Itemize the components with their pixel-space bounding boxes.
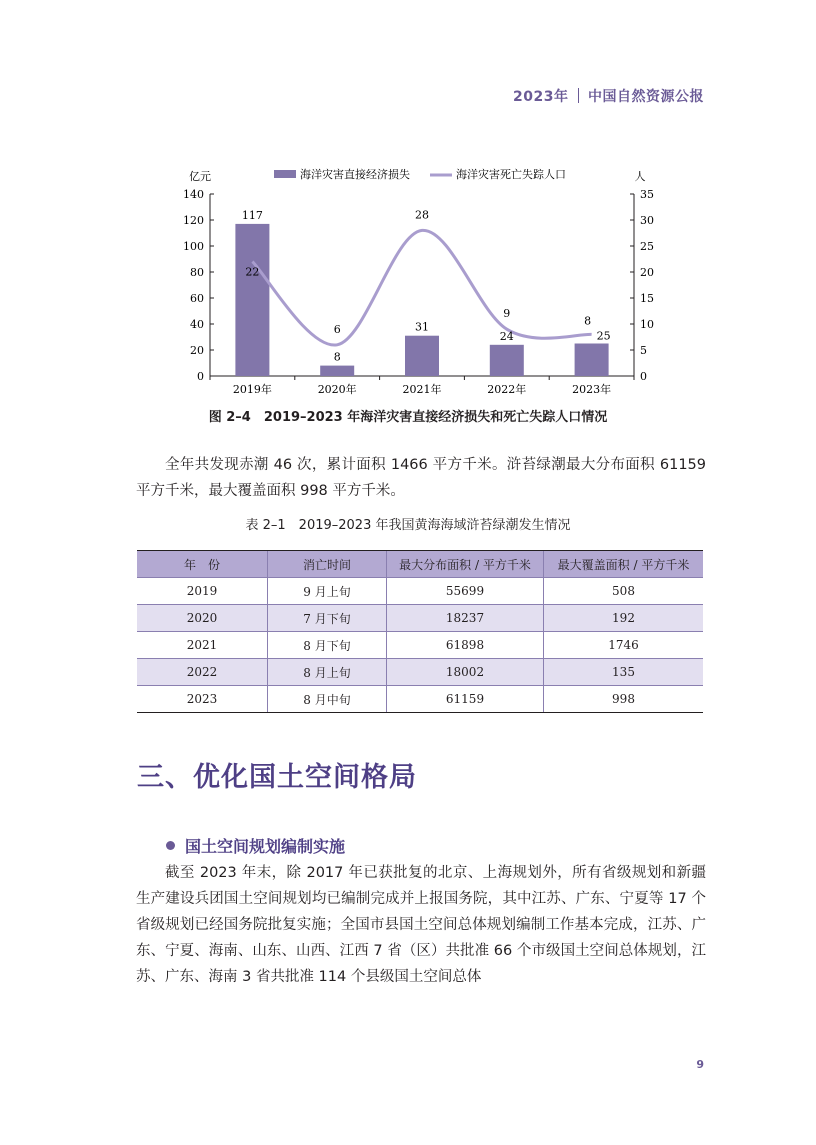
right-tick-label: 30 xyxy=(640,214,654,227)
x-tick-label: 2021年 xyxy=(402,383,442,396)
header-title: 中国自然资源公报 xyxy=(588,89,704,105)
right-tick-label: 10 xyxy=(640,318,654,331)
x-tick-label: 2022年 xyxy=(487,383,527,396)
cell-coverage: 135 xyxy=(544,659,704,686)
legend-bar-label: 海洋灾害直接经济损失 xyxy=(300,168,410,181)
table-caption: 表 2–1 2019–2023 年我国黄海海域浒苔绿潮发生情况 xyxy=(245,518,571,533)
bar-value-label: 8 xyxy=(333,350,341,364)
cell-distribution: 55699 xyxy=(387,578,544,605)
x-tick-label: 2023年 xyxy=(572,383,612,396)
left-tick-label: 80 xyxy=(190,266,204,279)
line-value-label: 28 xyxy=(415,208,429,222)
page-number: 9 xyxy=(696,1058,704,1071)
cell-coverage: 192 xyxy=(544,605,704,632)
bar-value-label: 117 xyxy=(241,208,263,222)
bar xyxy=(490,345,524,376)
left-tick-label: 120 xyxy=(183,214,204,227)
cell-year: 2021 xyxy=(137,632,268,659)
left-tick-label: 60 xyxy=(190,292,204,305)
subsection-heading xyxy=(166,834,345,857)
page-header xyxy=(513,86,704,106)
cell-year: 2023 xyxy=(137,686,268,713)
header-end-time: 消亡时间 xyxy=(268,551,387,578)
subsection-title: 国土空间规划编制实施 xyxy=(185,837,346,856)
x-tick-label: 2020年 xyxy=(317,383,357,396)
right-tick-label: 20 xyxy=(640,266,654,279)
right-tick-label: 15 xyxy=(640,292,654,305)
table-header-row xyxy=(137,551,703,578)
right-tick-label: 5 xyxy=(640,344,647,357)
table-row xyxy=(137,686,703,713)
table-row xyxy=(137,632,703,659)
cell-coverage: 998 xyxy=(544,686,704,713)
bar-value-label: 24 xyxy=(499,329,514,343)
left-tick-label: 20 xyxy=(190,344,204,357)
bar xyxy=(235,224,269,376)
table-row xyxy=(137,578,703,605)
legend-line-label: 海洋灾害死亡失踪人口 xyxy=(456,168,566,181)
cell-year: 2022 xyxy=(137,659,268,686)
section-title: 三、优化国土空间格局 xyxy=(137,762,417,793)
left-tick-label: 140 xyxy=(183,188,204,201)
line-value-label: 6 xyxy=(333,322,341,336)
right-axis-unit: 人 xyxy=(634,170,646,183)
cell-coverage: 1746 xyxy=(544,632,704,659)
bar xyxy=(405,336,439,376)
header-year: 2023年 xyxy=(513,89,569,105)
bar xyxy=(320,366,354,376)
cell-distribution: 18002 xyxy=(387,659,544,686)
cell-distribution: 61159 xyxy=(387,686,544,713)
cell-end-time: 9 月上旬 xyxy=(268,578,387,605)
left-tick-label: 40 xyxy=(190,318,204,331)
bar-value-label: 31 xyxy=(415,320,429,334)
header-max-coverage: 最大覆盖面积 / 平方千米 xyxy=(544,551,704,578)
table-row xyxy=(137,659,703,686)
cell-end-time: 8 月上旬 xyxy=(268,659,387,686)
green-tide-table xyxy=(137,550,703,713)
bullet-dot-icon xyxy=(166,841,175,850)
right-tick-label: 35 xyxy=(640,188,654,201)
x-tick-label: 2019年 xyxy=(232,383,272,396)
cell-year: 2019 xyxy=(137,578,268,605)
legend-bar-swatch xyxy=(274,170,296,178)
cell-end-time: 7 月下旬 xyxy=(268,605,387,632)
disaster-chart xyxy=(170,160,654,400)
bar xyxy=(575,344,609,377)
cell-end-time: 8 月下旬 xyxy=(268,632,387,659)
header-year-col: 年 份 xyxy=(137,551,268,578)
cell-year: 2020 xyxy=(137,605,268,632)
bar-value-label: 25 xyxy=(596,329,611,343)
right-tick-label: 25 xyxy=(640,240,654,253)
paragraph-red-tide: 全年共发现赤潮 46 次，累计面积 1466 平方千米。浒苔绿潮最大分布面积 61159 平方千米，最大覆盖面积 998 平方千米。 xyxy=(136,457,706,499)
right-tick-label: 0 xyxy=(640,370,647,383)
cell-distribution: 18237 xyxy=(387,605,544,632)
left-axis-unit: 亿元 xyxy=(189,170,211,183)
table-row xyxy=(137,605,703,632)
left-tick-label: 0 xyxy=(197,370,204,383)
left-tick-label: 100 xyxy=(183,240,204,253)
line-value-label: 8 xyxy=(584,314,592,328)
cell-distribution: 61898 xyxy=(387,632,544,659)
paragraph-spatial-planning: 截至 2023 年末，除 2017 年已获批复的北京、上海规划外，所有省级规划和新疆生产建设兵团国土空间规划均已编制完成并上报国务院，其中江苏、广东、宁夏等 17 个省级规划已经国务院批复实施；全国市县国土空间总体规划编制工作基本完成，江苏、广东、宁夏、海南、山东、山西、江西 7 省（区）共批准 66 个市级国土空间总体规划，江苏、广东、海南 3 省共批准 114 个县级国土空间总体 xyxy=(136,865,706,985)
line-value-label: 9 xyxy=(503,307,511,321)
cell-coverage: 508 xyxy=(544,578,704,605)
header-max-distribution: 最大分布面积 / 平方千米 xyxy=(387,551,544,578)
header-separator xyxy=(578,88,580,103)
line-value-label: 22 xyxy=(245,265,260,279)
cell-end-time: 8 月中旬 xyxy=(268,686,387,713)
figure-caption: 图 2–4 2019–2023 年海洋灾害直接经济损失和死亡失踪人口情况 xyxy=(208,410,608,425)
